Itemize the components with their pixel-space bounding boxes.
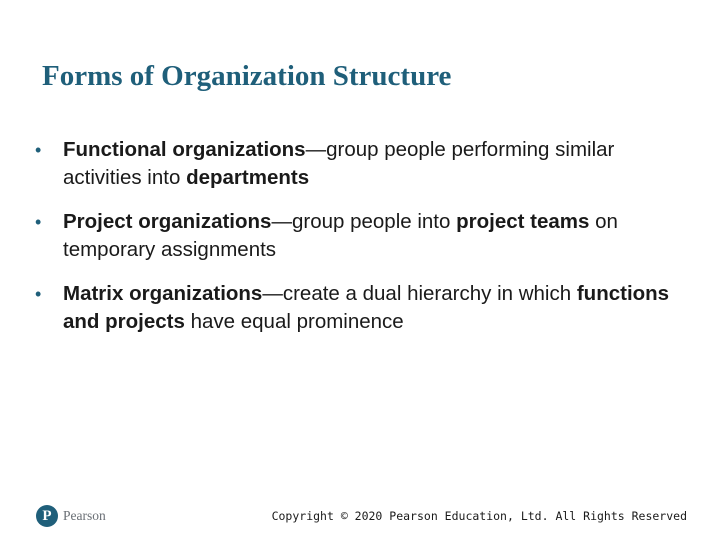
pearson-logo-icon: P (36, 505, 58, 527)
bullet-description: —group people performing similar activities into (63, 138, 615, 189)
bullet-item-project (34, 208, 684, 264)
bullet-icon: • (35, 212, 42, 232)
bullet-icon: • (35, 140, 42, 160)
bullet-description: —create a dual hierarchy in which (262, 282, 577, 305)
copyright-notice: Copyright © 2020 Pearson Education, Ltd. All Rights Reserved (271, 509, 687, 523)
bullet-rest: have equal prominence (184, 310, 404, 333)
bullet-item-matrix (34, 280, 684, 336)
pearson-logo (36, 505, 106, 527)
bullet-rest: on temporary assignments (63, 210, 618, 261)
pearson-logo-text: Pearson (63, 508, 106, 523)
slide-title: Forms of Organization Structure (42, 60, 452, 92)
bullet-description: —group people into (271, 210, 457, 233)
bullet-term: Project organizations (63, 210, 272, 233)
bullet-emphasis: functions and projects (63, 282, 670, 333)
bullet-emphasis: project teams (456, 210, 590, 233)
bullet-term: Matrix organizations (63, 282, 263, 305)
bullet-emphasis: departments (186, 166, 310, 189)
bullet-term: Functional organizations (63, 138, 306, 161)
bullet-item-functional (34, 136, 684, 192)
bullet-list (34, 136, 684, 352)
bullet-icon: • (35, 284, 42, 304)
